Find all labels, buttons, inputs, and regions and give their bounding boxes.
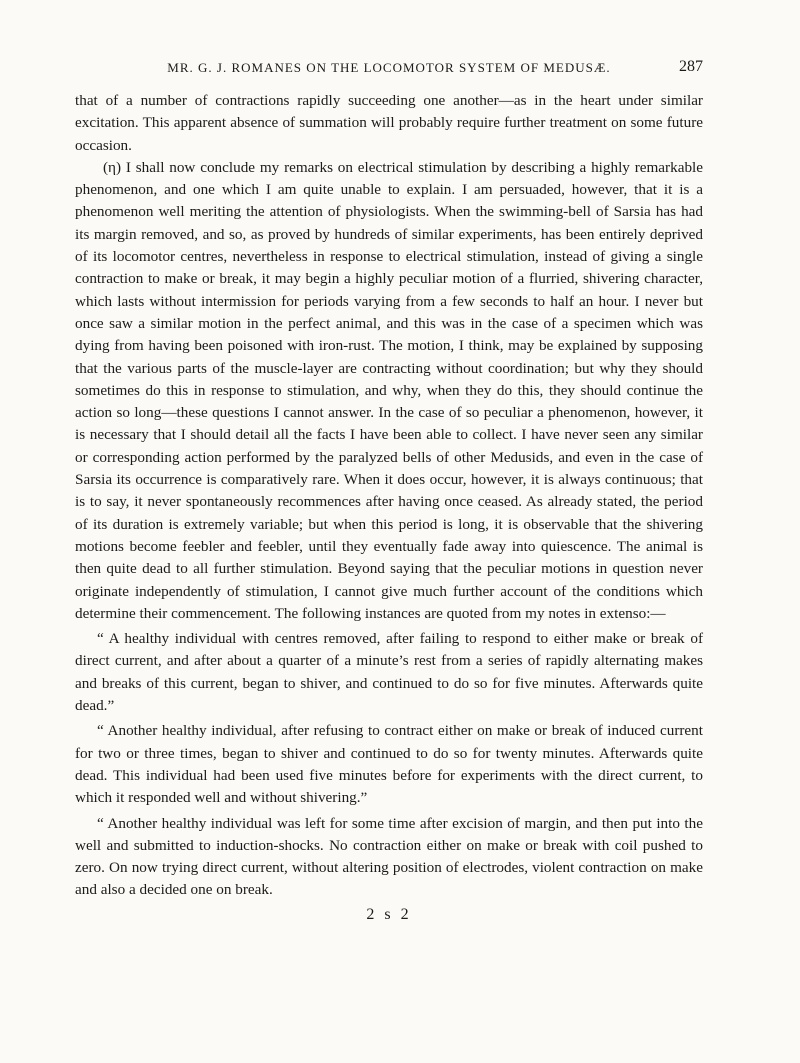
running-head	[75, 58, 703, 82]
quote-paragraph-3: “ Another healthy individual was left for some time after excision of margin, and then put into the well and submitted to induction-shocks. No contraction either on make or break with coil pushed to zero. On now trying direct current, without altering position of electrodes, violent contraction on make and also a decided one on break.	[75, 814, 703, 899]
paragraph-2: (η) I shall now conclude my remarks on electrical stimulation by describing a highly remarkable phenomenon, and one which I am quite unable to explain. I am persuaded, however, that it is a phenomenon well meriting the attention of physiologists. When the swimming-bell of Sarsia has had its margin removed, and so, as proved by hundreds of similar experiments, has been entirely deprived of its locomotor centres, nevertheless in response to electrical stimulation, instead of giving a single contraction to make or break, it may begin a highly peculiar motion of a flurried, shivering character, which lasts without intermission for periods varying from a few seconds to half an hour. I never but once saw a similar motion in the perfect animal, and this was in the case of a specimen which was dying from having been poisoned with iron-rust. The motion, I think, may be explained by supposing that the various parts of the muscle-layer are contracting without coordination; but why they should sometimes do this in response to stimulation, and why, when they do this, they should continue the action so long—these questions I cannot answer. In the case of so peculiar a phenomenon, however, it is necessary that I should detail all the facts I have been able to collect. I have never seen any similar or corresponding action performed by the paralyzed bells of other Medusids, and even in the case of Sarsia its occurrence is comparatively rare. When it does occur, however, it is always continuous; that is to say, it never spontaneously recommences after having once ceased. As already stated, the period of its duration is extremely variable; but when this period is long, it is observable that the shivering motions become feebler and feebler, until they eventually fade away into quiescence. The animal is then quite dead to all further stimulation. Beyond saying that the peculiar motions in question never originate independently of stimulation, I cannot give much further account of the conditions which determine their commencement. The following instances are quoted from my notes in extenso:—	[75, 158, 703, 622]
page-number: 287	[679, 58, 703, 75]
quote-paragraph-1: “ A healthy individual with centres removed, after failing to respond to either make or break of direct current, and after about a quarter of a minute’s rest from a series of rapidly alternating makes and breaks of this current, began to shiver, and continued to do so for five minutes. Afterwards quite dead.”	[75, 630, 703, 715]
quote-paragraph-2: “ Another healthy individual, after refusing to contract either on make or break of induced current for two or three times, began to shiver and continued to do so for twenty minutes. Afterwards quite dead. This individual had been used five minutes before for experiments with the direct current, to which it responded well and without shivering.”	[75, 722, 703, 807]
running-title: MR. G. J. ROMANES ON THE LOCOMOTOR SYSTEM OF MEDUSÆ.	[167, 60, 611, 75]
signature-mark: 2 s 2	[366, 905, 412, 923]
page	[75, 58, 703, 924]
paragraph-1: that of a number of contractions rapidly succeeding one another—as in the heart under similar excitation. This apparent absence of summation will probably require further treatment on some future occasion.	[75, 92, 703, 154]
body-text	[75, 90, 703, 902]
